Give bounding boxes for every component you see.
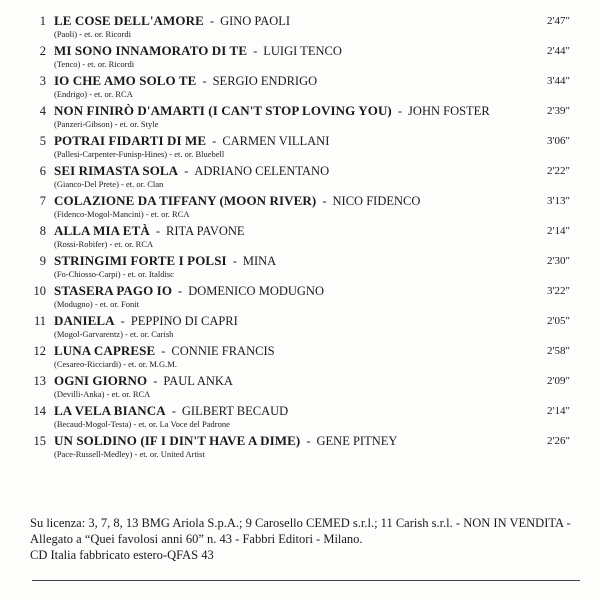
title-artist-separator: - (232, 254, 237, 268)
track-credit: (Pallesi-Carpenter-Funisp-Hines) - et. or. Bluebell (54, 149, 225, 159)
track-credit: (Fidenco-Mogol-Mancini) - et. or. RCA (54, 209, 190, 219)
title-artist-separator: - (120, 314, 125, 328)
track-title: LA VELA BIANCA (54, 403, 166, 418)
track-row (30, 163, 570, 193)
track-number: 4 (39, 104, 46, 118)
track-duration: 2'30" (547, 255, 570, 267)
track-artist: NICO FIDENCO (332, 194, 421, 208)
track-artist: CARMEN VILLANI (222, 134, 330, 148)
track-row (30, 193, 570, 223)
title-artist-separator: - (155, 224, 161, 238)
track-title: UN SOLDINO (IF I DIN'T HAVE A DIME) (54, 433, 301, 448)
track-title: OGNI GIORNO (54, 373, 148, 388)
track-credit: (Cesareo-Ricciardi) - et. or. M.G.M. (54, 359, 177, 369)
track-credit: (Tenco) - et. or. Ricordi (54, 59, 135, 69)
track-title: POTRAI FIDARTI DI ME (54, 133, 207, 148)
track-duration: 2'09" (547, 375, 570, 387)
track-artist: GENE PITNEY (316, 434, 398, 448)
track-row (30, 343, 570, 373)
license-line-3: CD Italia fabbricato estero-QFAS 43 (30, 548, 214, 562)
track-row (30, 73, 570, 103)
track-row (30, 43, 570, 73)
track-heading (54, 433, 570, 449)
track-heading (54, 13, 570, 29)
track-duration: 2'14" (547, 225, 570, 237)
track-heading (54, 403, 570, 419)
track-number: 14 (33, 404, 46, 418)
track-title: STASERA PAGO IO (54, 283, 173, 298)
track-credit: (Gianco-Del Prete) - et. or. Clan (54, 179, 164, 189)
track-artist: LUIGI TENCO (263, 44, 342, 58)
track-number: 13 (33, 374, 46, 388)
track-duration: 2'22" (547, 165, 570, 177)
license-line-2: Allegato a “Quei favolosi anni 60” n. 43 - Fabbri Editori - Milano. (30, 532, 363, 546)
track-heading (54, 43, 570, 59)
track-artist: GILBERT BECAUD (181, 404, 289, 418)
title-artist-separator: - (202, 74, 207, 88)
track-row (30, 283, 570, 313)
license-footer (30, 515, 590, 563)
track-heading (54, 343, 570, 359)
track-credit: (Pace-Russell-Medley) - et. or. United Artist (54, 449, 205, 459)
track-number: 7 (39, 194, 46, 208)
track-credit: (Fo-Chiosso-Carpi) - et. or. Italdisc (54, 269, 174, 279)
track-number: 6 (39, 164, 46, 178)
track-duration: 2'26" (547, 435, 570, 447)
track-number: 5 (39, 134, 46, 148)
title-artist-separator: - (306, 434, 311, 448)
track-title: MI SONO INNAMORATO DI TE (54, 43, 248, 58)
track-credit: (Endrigo) - et. or. RCA (54, 89, 133, 99)
track-number: 9 (39, 254, 46, 268)
track-artist: ADRIANO CELENTANO (194, 164, 330, 178)
track-heading (54, 253, 570, 269)
track-title: DANIELA (54, 313, 115, 328)
title-artist-separator: - (212, 134, 217, 148)
track-credit: (Paoli) - et. or. Ricordi (54, 29, 131, 39)
license-line-1: Su licenza: 3, 7, 8, 13 BMG Ariola S.p.A.; 9 Carosello CEMED s.r.l.; 11 Carish s.r.l. - NON IN VENDITA - (30, 516, 571, 530)
track-number: 12 (33, 344, 46, 358)
track-duration: 3'13" (547, 195, 570, 207)
track-row (30, 133, 570, 163)
track-row (30, 313, 570, 343)
track-number: 10 (33, 284, 46, 298)
title-artist-separator: - (171, 404, 176, 418)
track-title: IO CHE AMO SOLO TE (54, 73, 197, 88)
title-artist-separator: - (397, 104, 403, 118)
track-title: STRINGIMI FORTE I POLSI (54, 253, 227, 268)
track-duration: 3'06" (547, 135, 570, 147)
track-artist: RITA PAVONE (166, 224, 245, 238)
track-artist: DOMENICO MODUGNO (188, 284, 324, 298)
track-title: LUNA CAPRESE (54, 343, 156, 358)
track-row (30, 223, 570, 253)
track-duration: 2'39" (547, 105, 570, 117)
track-row (30, 253, 570, 283)
title-artist-separator: - (322, 194, 327, 208)
track-row (30, 433, 570, 463)
track-title: ALLA MIA ETÀ (54, 223, 150, 238)
track-credit: (Mogol-Garvarentz) - et. or. Carish (54, 329, 174, 339)
track-number: 1 (39, 14, 46, 28)
track-artist: JOHN FOSTER (408, 104, 490, 118)
track-artist: GINO PAOLI (220, 14, 291, 28)
track-credit: (Rossi-Robifer) - et. or. RCA (54, 239, 154, 249)
track-heading (54, 133, 570, 149)
track-title: LE COSE DELL'AMORE (54, 13, 204, 28)
track-heading (54, 73, 570, 89)
track-heading (54, 103, 570, 119)
track-heading (54, 163, 570, 179)
track-credit: (Devilli-Anka) - et. or. RCA (54, 389, 151, 399)
title-artist-separator: - (153, 374, 158, 388)
track-row (30, 13, 570, 43)
track-duration: 3'22" (547, 285, 570, 297)
track-title: NON FINIRÒ D'AMARTI (I CAN'T STOP LOVING YOU) (54, 103, 392, 118)
track-heading (54, 193, 570, 209)
track-artist: CONNIE FRANCIS (171, 344, 275, 358)
track-heading (54, 373, 570, 389)
track-duration: 3'44" (547, 75, 570, 87)
track-list (30, 13, 570, 463)
track-duration: 2'58" (547, 345, 570, 357)
title-artist-separator: - (161, 344, 166, 358)
track-artist: PEPPINO DI CAPRI (130, 314, 238, 328)
track-heading (54, 283, 570, 299)
track-row (30, 403, 570, 433)
track-row (30, 103, 570, 133)
title-artist-separator: - (209, 14, 215, 28)
title-artist-separator: - (253, 44, 258, 58)
track-credit: (Panzeri-Gibson) - et. or. Style (54, 119, 159, 129)
track-artist: PAUL ANKA (163, 374, 233, 388)
track-number: 15 (33, 434, 46, 448)
track-duration: 2'47" (547, 15, 570, 27)
track-duration: 2'14" (547, 405, 570, 417)
track-number: 3 (39, 74, 46, 88)
track-duration: 2'05" (547, 315, 570, 327)
track-number: 8 (39, 224, 46, 238)
track-number: 11 (33, 314, 46, 328)
track-heading (54, 223, 570, 239)
track-row (30, 373, 570, 403)
track-artist: SERGIO ENDRIGO (212, 74, 318, 88)
track-duration: 2'44" (547, 45, 570, 57)
track-number: 2 (39, 44, 46, 58)
track-credit: (Modugno) - et. or. Fonit (54, 299, 139, 309)
track-title: SEI RIMASTA SOLA (54, 163, 179, 178)
track-credit: (Becaud-Mogol-Testa) - et. or. La Voce del Padrone (54, 419, 230, 429)
bottom-rule (32, 580, 580, 581)
track-heading (54, 313, 570, 329)
title-artist-separator: - (178, 284, 183, 298)
title-artist-separator: - (184, 164, 189, 178)
track-title: COLAZIONE DA TIFFANY (MOON RIVER) (54, 193, 317, 208)
track-artist: MINA (242, 254, 277, 268)
